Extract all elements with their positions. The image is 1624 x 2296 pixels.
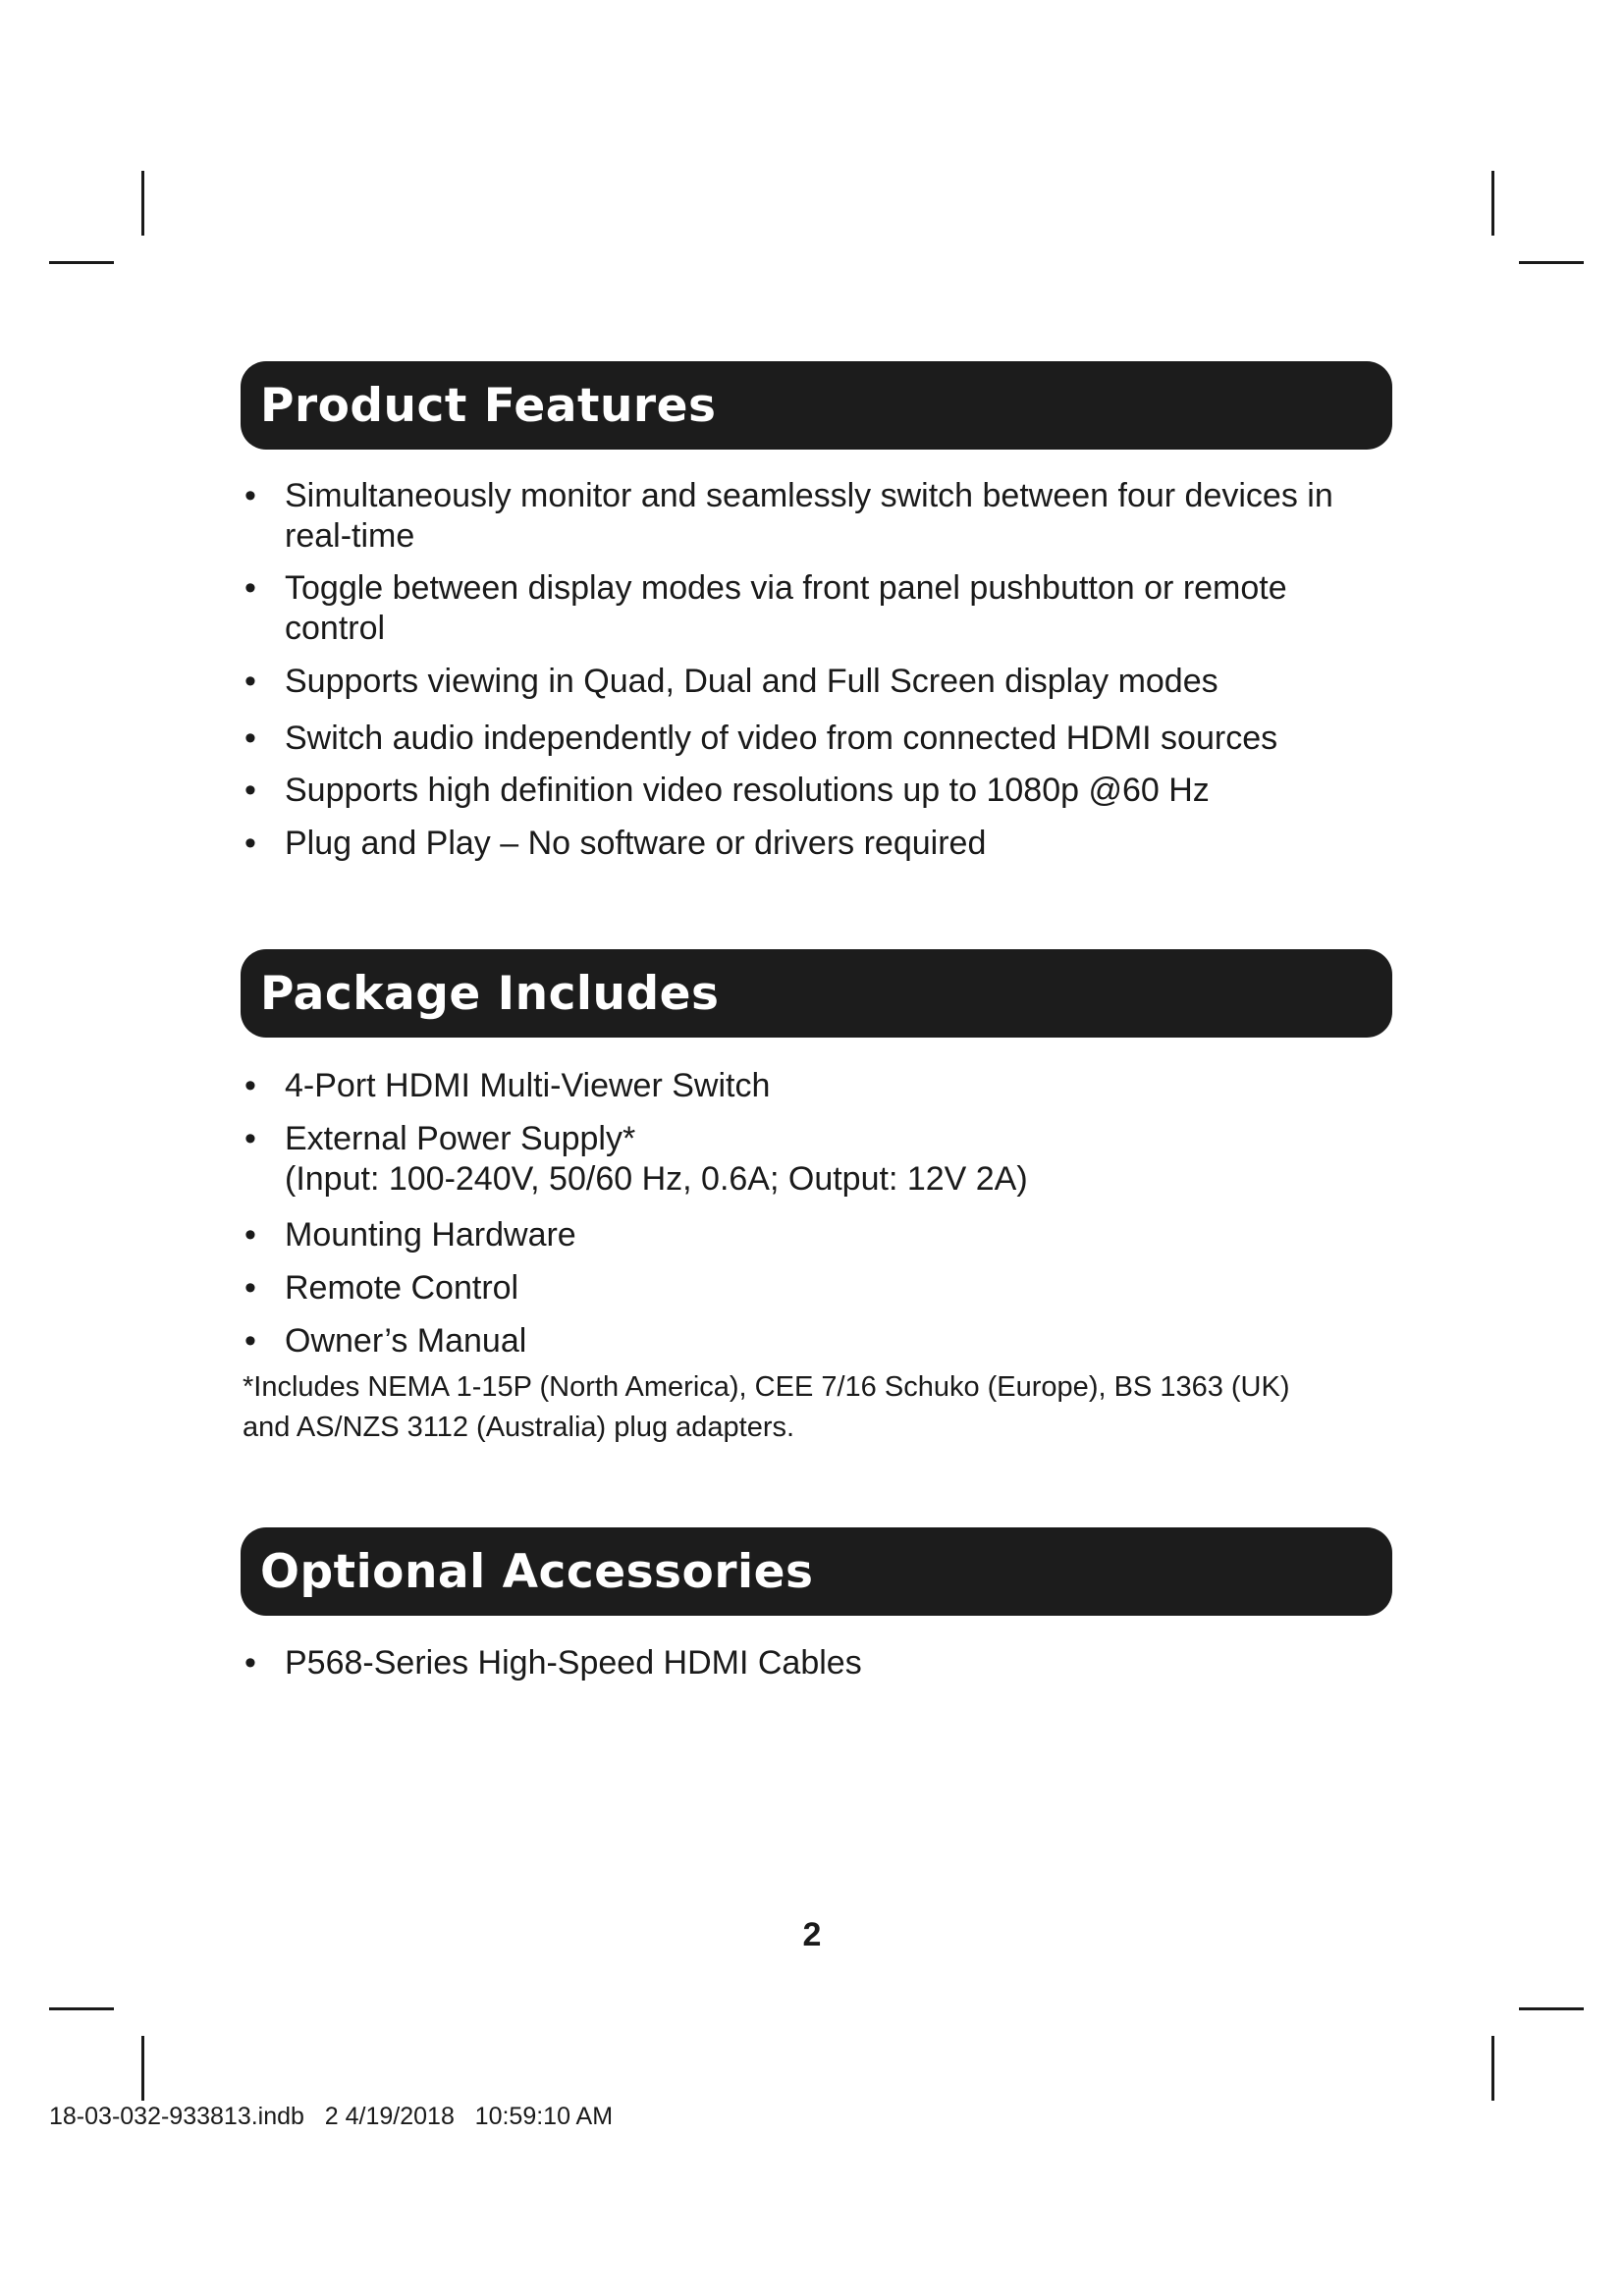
optional-accessories-list [243,1643,1401,1683]
crop-mark [49,2007,114,2010]
list-item: • Mounting Hardware [243,1215,1401,1255]
list-item: • Toggle between display modes via front panel pushbutton or remote control [243,568,1401,649]
crop-mark [141,171,144,236]
package-includes-list [243,1066,1401,1362]
print-slug: 18-03-032-933813.indb 2 4/19/2018 10:59:10 AM [49,2103,614,2130]
crop-mark [1519,2007,1584,2010]
section-header-optional-accessories [241,1527,1392,1616]
crop-mark [1519,261,1584,264]
section-title: Product Features [260,378,717,433]
section-header-package-includes [241,949,1392,1038]
crop-mark [49,261,114,264]
section-title: Package Includes [260,966,720,1021]
crop-mark [1491,2036,1494,2101]
section-header-product-features [241,361,1392,450]
list-item: • Simultaneously monitor and seamlessly switch between four devices in real-time [243,476,1401,557]
list-item: • 4-Port HDMI Multi-Viewer Switch [243,1066,1401,1106]
list-item: • Supports viewing in Quad, Dual and Full Screen display modes [243,662,1401,702]
product-features-list [243,476,1401,864]
plug-adapter-footnote: *Includes NEMA 1-15P (North America), CEE 7/16 Schuko (Europe), BS 1363 (UK) and AS/NZS 3112 (Australia) plug adapters. [243,1371,1290,1443]
crop-mark [141,2036,144,2101]
section-title: Optional Accessories [260,1544,814,1599]
page-number: 2 [802,1916,822,1953]
list-item: • External Power Supply* (Input: 100-240V, 50/60 Hz, 0.6A; Output: 12V 2A) [243,1119,1401,1200]
crop-mark [1491,171,1494,236]
list-item: • Owner’s Manual [243,1321,1401,1362]
list-item: • P568-Series High-Speed HDMI Cables [243,1643,1401,1683]
list-item: • Remote Control [243,1268,1401,1308]
list-item: • Plug and Play – No software or drivers required [243,824,1401,864]
list-item: • Supports high definition video resolutions up to 1080p @60 Hz [243,771,1401,811]
list-item: • Switch audio independently of video from connected HDMI sources [243,719,1401,759]
